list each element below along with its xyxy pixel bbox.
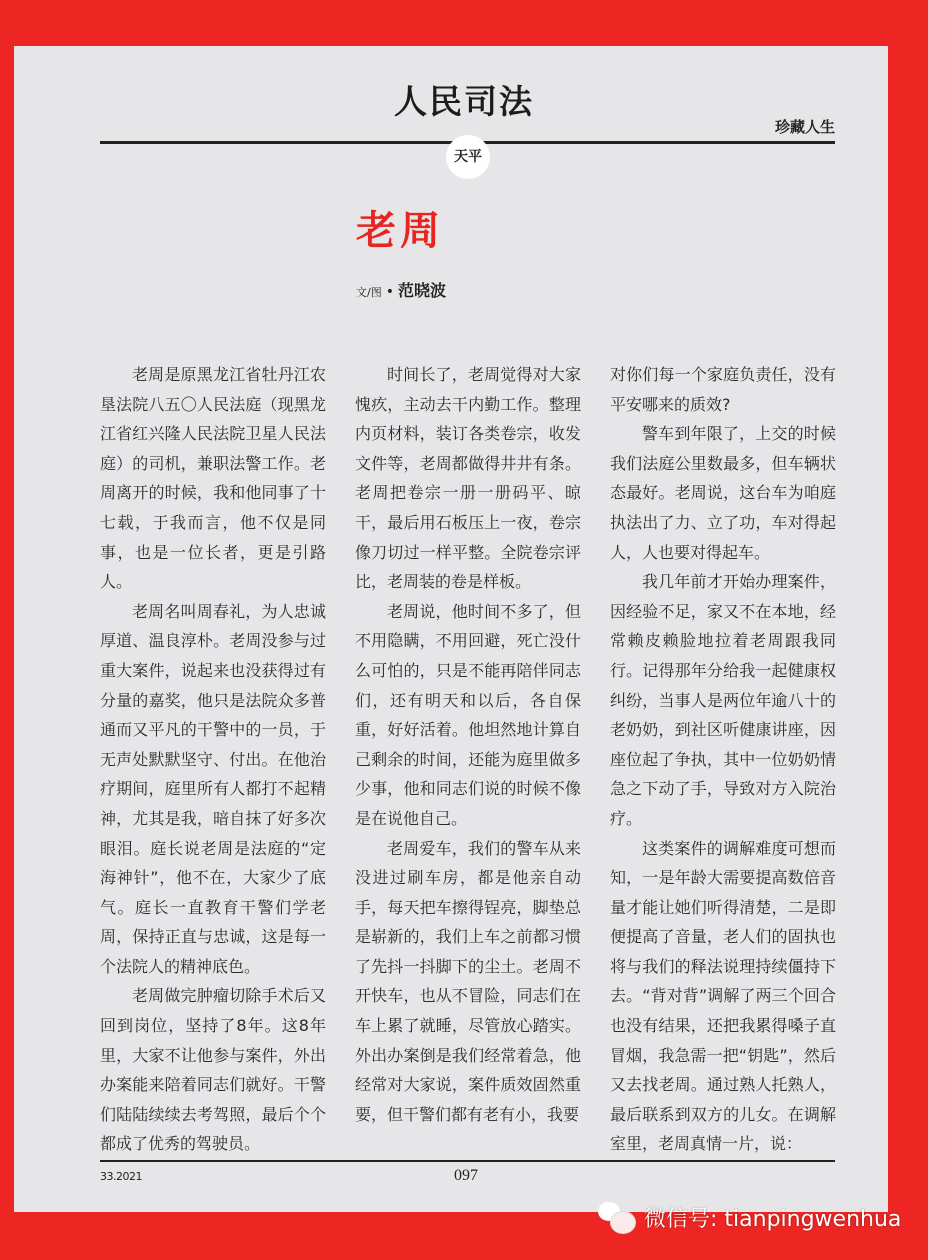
paragraph: 我几年前才开始办理案件，因经验不足，家又不在本地，经常赖皮赖脸地拉着老周跟我同行。记得那年分给我一起健康权纠纷，当事人是两位年逾八十的老奶奶，到社区听健康讲座，因座位起了争执，其中一位奶奶情急之下动了手，导致对方入院治疗。: [610, 572, 836, 828]
wechat-watermark: [598, 1200, 901, 1234]
badge-tianping: 天平: [446, 135, 490, 179]
paragraph: 对你们每一个家庭负责任，没有平安哪来的质效?: [610, 365, 836, 414]
article-column-2: [355, 360, 581, 1129]
section-label: 珍藏人生: [774, 118, 835, 136]
page-number: 097: [454, 1167, 478, 1184]
wechat-icon: [598, 1200, 638, 1234]
paragraph: 老周说，他时间不多了，但不用隐瞒，不用回避，死亡没什么可怕的，只是不能再陪伴同志们，还有明天和以后，各自保重，好好活着。他坦然地计算自己剩余的时间，还能为庭里做多少事，他和同志们说的时候不像是在说他自己。: [355, 601, 581, 828]
paragraph: 这类案件的调解难度可想而知，一是年龄大需要提高数倍音量才能让她们听得清楚，二是即便提高了音量，老人们的固执也将与我们的释法说理持续僵持下去。“背对背”调解了两三个回合也没有结果，还把我累得嗓子直冒烟，我急需一把“钥匙”，然后又去找老周。通过熟人托熟人，最后联系到双方的儿女。在调解室里，老周真情一片，说：: [610, 838, 836, 1154]
issue-number: 33.2021: [100, 1170, 142, 1183]
footer-divider: [100, 1160, 835, 1162]
article-column-3: [610, 360, 836, 1159]
byline-label: 文/图: [356, 286, 382, 299]
paragraph: 警车到年限了，上交的时候我们法庭公里数最多，但车辆状态最好。老周说，这台车为咱庭执法出了力、立了功，车对得起人，人也要对得起车。: [610, 424, 836, 562]
author-name: 范晓波: [397, 281, 446, 300]
paragraph: 老周名叫周春礼，为人忠诚厚道、温良淳朴。老周没参与过重大案件，说起来也没获得过有分量的嘉奖，他只是法院众多普通而又平凡的干警中的一员，于无声处默默坚守、付出。在他治疗期间，庭里所有人都打不起精神，尤其是我，暗自抹了好多次眼泪。庭长说老周是法庭的“定海神针”，他不在，大家少了底气。庭长一直教育干警们学老周，保持正直与忠诚，这是每一个法院人的精神底色。: [100, 601, 326, 976]
paragraph: 老周是原黑龙江省牡丹江农垦法院八五〇人民法庭（现黑龙江省红兴隆人民法院卫星人民法庭）的司机，兼职法警工作。老周离开的时候，我和他同事了十七载，于我而言，他不仅是同事，也是一位长者，更是引路人。: [100, 365, 326, 592]
paragraph: 时间长了，老周觉得对大家愧疚，主动去干内勤工作。整理内页材料，装订各类卷宗，收发文件等，老周都做得井井有条。老周把卷宗一册一册码平、晾干，最后用石板压上一夜，卷宗像刀切过一样平整。全院卷宗评比，老周装的卷是样板。: [355, 365, 581, 592]
watermark-text: 微信号: tianpingwenhua: [644, 1206, 902, 1232]
paragraph: 老周爱车，我们的警车从来没进过刷车房，都是他亲自动手，每天把车擦得锃亮，脚垫总是崭新的，我们上车之前都习惯了先抖一抖脚下的尘土。老周不开快车，也从不冒险，同志们在车上累了就睡，尽管放心踏实。外出办案倒是我们经常着急，他经常对大家说，案件质效固然重要，但干警们都有老有小，我要: [355, 838, 581, 1124]
article-column-1: [100, 360, 326, 1159]
byline: [356, 280, 446, 304]
magazine-title: 人民司法: [394, 82, 534, 121]
article-title: 老周: [356, 207, 444, 254]
byline-dot: •: [385, 284, 394, 300]
paragraph: 老周做完肿瘤切除手术后又回到岗位，坚持了8年。这8年里，大家不让他参与案件，外出办案能来陪着同志们就好。干警们陆陆续续去考驾照，最后个个都成了优秀的驾驶员。: [100, 986, 326, 1154]
